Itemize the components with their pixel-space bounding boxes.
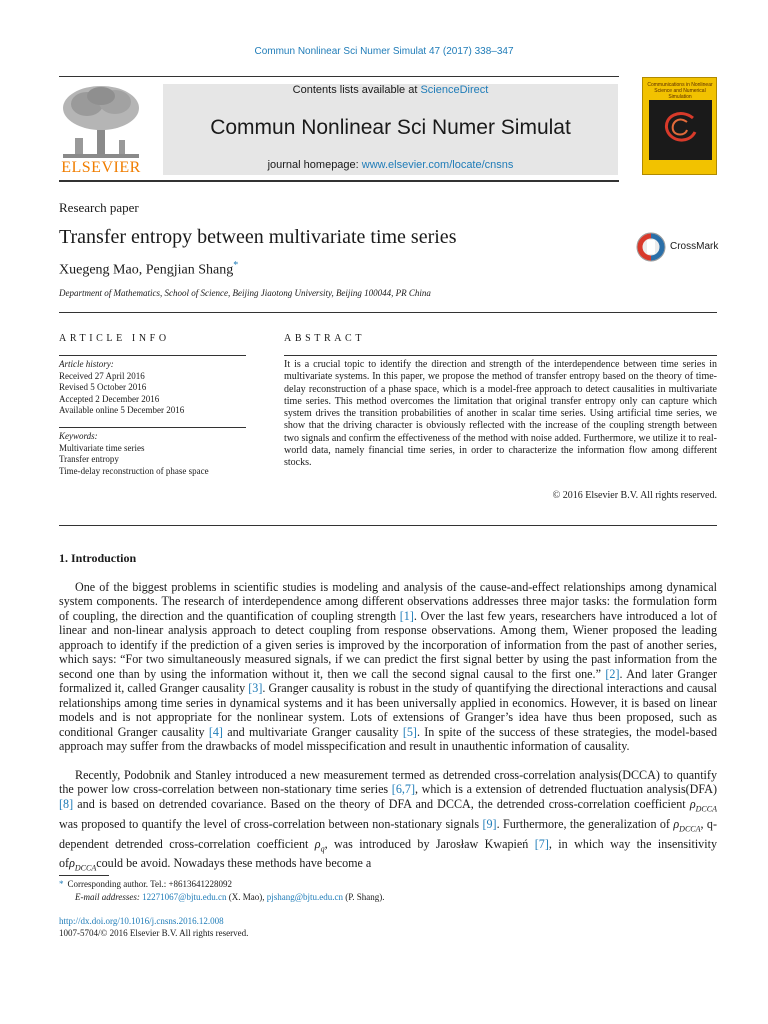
abstract-rule (284, 355, 717, 356)
header-rule-top (59, 76, 619, 77)
crossmark-button[interactable] (636, 232, 720, 262)
journal-cover-thumbnail[interactable] (642, 77, 717, 175)
citation-link[interactable]: [7] (534, 836, 549, 851)
article-info-rule (59, 355, 246, 356)
body-paragraph: One of the biggest problems in scientific studies is modeling and analysis of the cause-and-effect relationships among dynamical system components. The research of interdependence among different observations addresses three major tasks: the formulation form of coupling, the direction and the quantification of coupling strength [1]. Over the last few years, researchers have introduced a lot of linear and non-linear analysis approach to detect coupling from response observations. Among them, Wiener proposed the leading approach to identify if the prediction of a given series is improved by the incorporation of information from the past of another series, which says: “For two simultaneously measured signals, if we can predict the first signal better by using the past information from the second one than by using the information without it, then we call the second signal causal to the first one.” [2]. And later Granger formalized it, called Granger causality [3]. Granger causality is robust in the study of quantifying the directional interactions and causal relationships among time series in dynamical systems and it has been universally applied in economics. However, it is based on linear models and is not appropriate for the nonlinear system. Lots of extensions of Granger’s idea have thus been proposed, such as conditional Granger causality [4] and multivariate Granger causality [5]. In spite of the success of these strategies, the model-based approach may suffer from the drawbacks of model misspecification and result in unauthentic information of causality. (59, 580, 718, 753)
email-link[interactable]: 12271067@bjtu.edu.cn (142, 892, 227, 902)
article-title: Transfer entropy between multivariate time series (59, 226, 457, 248)
section-divider (59, 312, 717, 313)
crossmark-icon (636, 232, 666, 262)
citation-link[interactable]: [5] (402, 724, 417, 739)
keywords-label: Keywords: (59, 431, 98, 441)
article-info-heading: ARTICLE INFO (59, 333, 170, 344)
author-separator: , (138, 262, 146, 278)
footnote-mark: * (59, 879, 64, 889)
footnote-rule (59, 875, 109, 876)
journal-title: Commun Nonlinear Sci Numer Simulat (210, 116, 571, 139)
keywords (59, 431, 209, 477)
journal-reference-link[interactable]: Commun Nonlinear Sci Numer Simulat 47 (2017) 338–347 (254, 46, 514, 57)
header-rule-bottom (59, 180, 619, 182)
math-rho-dcca: $\rho_{DCCA}$ (69, 856, 97, 873)
math-rho-q: $\rho_q$ (314, 836, 325, 854)
journal-homepage-link[interactable]: www.elsevier.com/locate/cnsns (361, 159, 514, 171)
author-name[interactable]: Pengjian Shang (145, 262, 234, 278)
article-info-rule (59, 427, 246, 428)
history-label: Article history: (59, 359, 114, 369)
contents-availability-line (163, 84, 618, 96)
article-type: Research paper (59, 200, 139, 215)
homepage-prefix: journal homepage: (267, 159, 362, 171)
citation-link[interactable]: [8] (59, 796, 74, 811)
keyword-item: Transfer entropy (59, 454, 119, 464)
body-paragraph: Recently, Podobnik and Stanley introduced a new measurement termed as detrended cross-correlation analysis(DCCA) to quantify the power low cross-correlation between non-stationary time series [6,7], which is a extension of detrended fluctuation analysis(DFA) [8] and is based on detrended covariance. Based on the theory of DFA and DCCA, the detrended cross-correlation coefficient $\rho_{DCCA}$ was proposed to quantify the level of cross-correlation between non-stationary signals [9]. Furthermore, the generalization of $\rho_{DCCA}$, q-dependent detrended cross-correlation coefficient $\rho_q$, was introduced by Jarosław Kwapień [7], in which way the insensitivity ofρ$_{DCCA}$could be avoid. Nowadays these methods have become a (59, 768, 717, 873)
keyword-item: Time-delay reconstruction of phase space (59, 465, 209, 476)
abstract-copyright: © 2016 Elsevier B.V. All rights reserved. (552, 490, 717, 501)
abstract-text: It is a crucial topic to identify the direction and strength of the interdependence between time series in multivariate systems. In this paper, we propose the method of transfer entropy based on the theory of time-delay reconstruction of a phase space, which is a model-free approach to detect causalities in multivariate time series. This method overcomes the limitation that original transfer entropy only can capture which system drives the transition probabilities of another in scalar time series. Using artificial time series, we show that the driving character is obviously reflected with the increase of the coupling strength between two signals and confirm the effectiveness of the method with noise added. Furthermore, we utilize it to real-world data, namely financial time series, in order to characterize the information flow among different stocks. (284, 359, 717, 469)
citation-link[interactable]: [4] (208, 724, 223, 739)
footnote-email: E-mail addresses: 12271067@bjtu.edu.cn (X. Mao), pjshang@bjtu.edu.cn (P. Shang). (75, 892, 385, 902)
affiliation: Department of Mathematics, School of Science, Beijing Jiaotong University, Beijing 100044, PR China (59, 288, 431, 298)
author-list (59, 260, 238, 279)
journal-homepage-line (163, 159, 618, 171)
corresponding-author-mark[interactable]: * (233, 260, 239, 271)
section-divider (59, 525, 717, 526)
abstract-heading: ABSTRACT (284, 333, 366, 344)
history-item: Accepted 2 December 2016 (59, 393, 160, 404)
section-heading-introduction: 1. Introduction (59, 551, 137, 565)
article-history (59, 359, 184, 417)
citation-link[interactable]: [6,7] (391, 782, 415, 797)
doi-link[interactable]: http://dx.doi.org/10.1016/j.cnsns.2016.12.008 (59, 916, 224, 926)
issn-copyright: 1007-5704/© 2016 Elsevier B.V. All rights reserved. (59, 928, 249, 938)
elsevier-wordmark: ELSEVIER (61, 159, 141, 176)
footnote-corresponding-author: * Corresponding author. Tel.: +8613641228092 (59, 879, 233, 889)
keyword-item: Multivariate time series (59, 442, 145, 453)
cover-title: Communications in Nonlinear Science and Numerical Simulation (647, 82, 713, 100)
history-item: Received 27 April 2016 (59, 370, 145, 381)
crossmark-label: CrossMark (670, 241, 719, 252)
email-label: E-mail addresses: (75, 892, 140, 902)
history-item: Available online 5 December 2016 (59, 405, 185, 415)
cover-swirl-graphic (661, 110, 701, 146)
author-name[interactable]: Xuegeng Mao (59, 262, 139, 278)
math-rho-dcca: $\rho_{DCCA}$ (673, 816, 701, 834)
history-item: Revised 5 October 2016 (59, 382, 147, 392)
email-link[interactable]: pjshang@bjtu.edu.cn (266, 892, 343, 902)
sciencedirect-link[interactable]: ScienceDirect (420, 84, 489, 96)
citation-link[interactable]: [9] (482, 816, 497, 831)
citation-link[interactable]: [2] (605, 666, 620, 681)
contents-prefix: Contents lists available at (292, 84, 421, 96)
citation-link[interactable]: [1] (399, 608, 414, 623)
math-rho-dcca: $\rho_{DCCA}$ (689, 796, 717, 814)
citation-link[interactable]: [3] (248, 681, 263, 696)
